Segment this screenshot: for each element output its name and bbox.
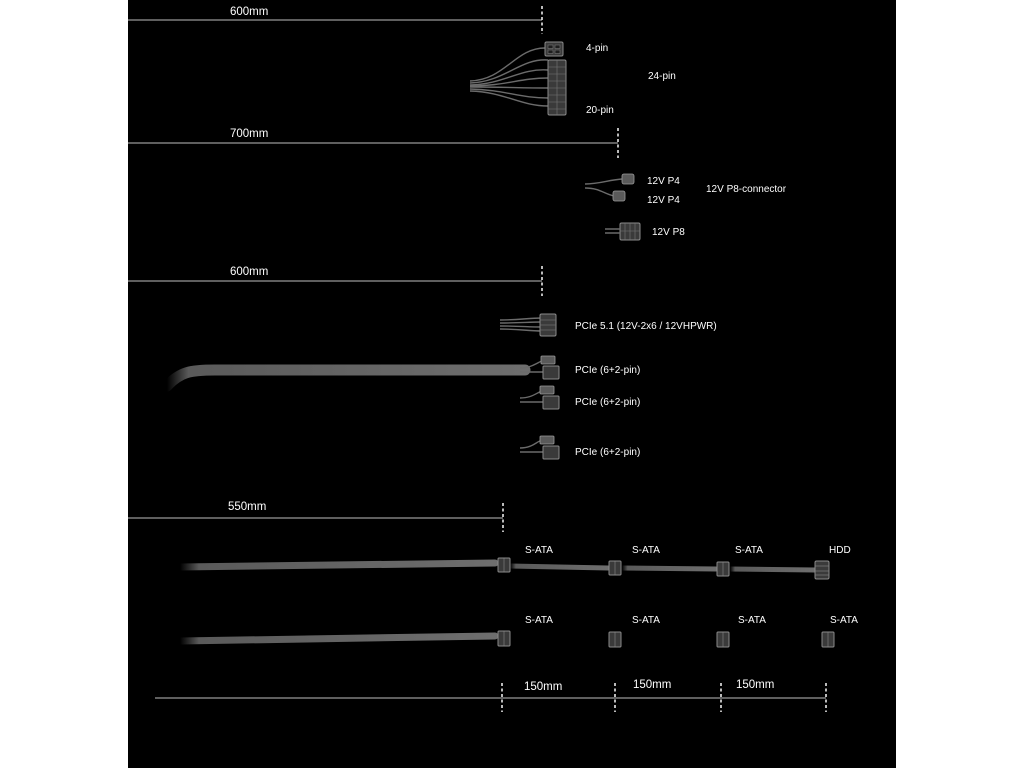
label-sata: S-ATA — [525, 545, 553, 556]
sata-connector — [498, 558, 510, 572]
sata-connector — [717, 562, 729, 576]
sata-cable-2-main — [180, 636, 495, 641]
label-hdd: HDD — [829, 545, 851, 556]
label-sata: S-ATA — [632, 545, 660, 556]
sata-connector — [609, 561, 621, 575]
label-sata: S-ATA — [632, 615, 660, 626]
atx-20pin-connector — [548, 60, 566, 115]
pcie-b-2pin — [543, 396, 559, 409]
label-20-pin: 20-pin — [586, 105, 614, 116]
length-label-700mm: 700mm — [230, 128, 269, 140]
pcie-a-6pin — [541, 356, 555, 364]
label-sata: S-ATA — [830, 615, 858, 626]
main-power-section — [128, 6, 676, 116]
sata-cable-1-main — [180, 563, 495, 567]
spacing-label-150mm: 150mm — [524, 681, 563, 693]
label-4-pin: 4-pin — [586, 43, 609, 54]
label-12v-p4-a: 12V P4 — [647, 176, 680, 187]
sata-cable-1-seg-c — [730, 569, 815, 570]
pcie-cable-a — [167, 370, 525, 386]
sata-connector — [717, 632, 729, 647]
sata-cable-1-seg-a — [510, 566, 608, 568]
pcie-b-6pin — [540, 386, 554, 394]
sata-power-section — [128, 501, 858, 712]
pcie51-connector — [540, 314, 556, 336]
sata-connector — [822, 632, 834, 647]
p4-connector-a — [622, 174, 634, 184]
atx-fanout-wires — [470, 48, 548, 106]
cpu-power-section — [128, 128, 787, 240]
p4-connector-b — [613, 191, 625, 201]
spacing-label-150mm: 150mm — [736, 679, 775, 691]
atx-4pin-connector — [545, 42, 563, 56]
label-pcie-5-1: PCIe 5.1 (12V-2x6 / 12VHPWR) — [575, 321, 717, 332]
hdd-molex-connector — [815, 561, 829, 579]
sata-connector — [498, 631, 510, 646]
length-label-550mm: 550mm — [228, 501, 267, 513]
label-sata: S-ATA — [525, 615, 553, 626]
pcie-c-6pin — [540, 436, 554, 444]
pcie-power-section — [128, 266, 717, 459]
pcie-c-2pin — [543, 446, 559, 459]
pcie-a-2pin — [543, 366, 559, 379]
label-24-pin: 24-pin — [648, 71, 676, 82]
label-12v-p4-b: 12V P4 — [647, 195, 680, 206]
label-sata: S-ATA — [735, 545, 763, 556]
label-pcie-6-2-c: PCIe (6+2-pin) — [575, 447, 641, 458]
sata-cable-1-seg-b — [622, 568, 716, 569]
sata-connector — [609, 632, 621, 647]
spacing-label-150mm: 150mm — [633, 679, 672, 691]
label-12v-p8-connector: 12V P8-connector — [706, 184, 787, 195]
length-label-600mm: 600mm — [230, 6, 269, 18]
label-pcie-6-2-b: PCIe (6+2-pin) — [575, 397, 641, 408]
label-12v-p8: 12V P8 — [652, 227, 685, 238]
p8-connector — [620, 223, 640, 240]
label-sata: S-ATA — [738, 615, 766, 626]
length-label-600mm: 600mm — [230, 266, 269, 278]
label-pcie-6-2-a: PCIe (6+2-pin) — [575, 365, 641, 376]
